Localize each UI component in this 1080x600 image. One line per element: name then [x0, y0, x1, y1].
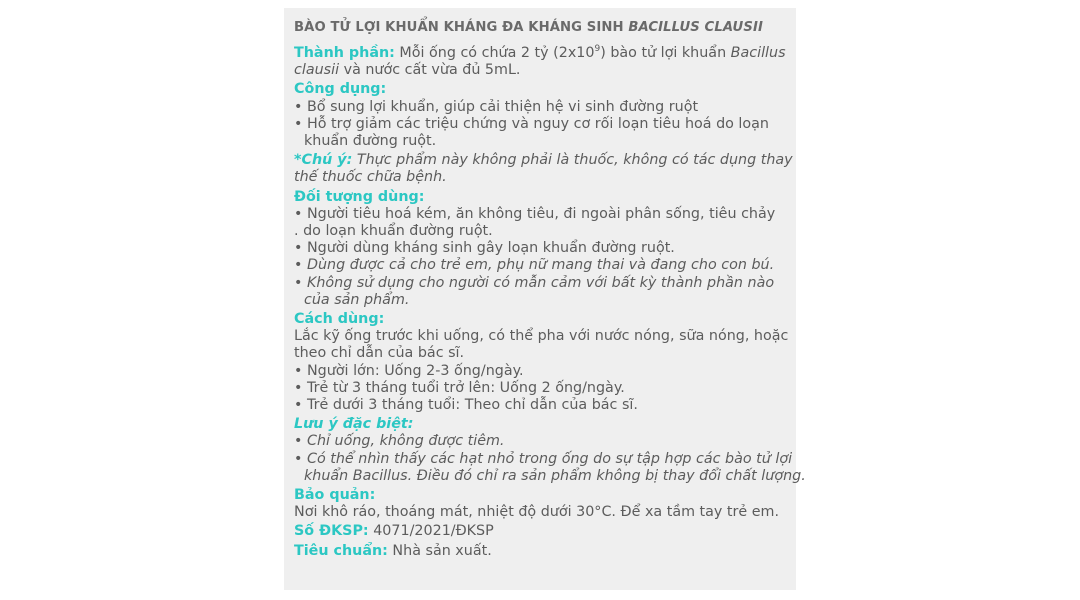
ingredients-text: Mỗi ống có chứa 2 tỷ (2x10: [394, 45, 595, 61]
special-item-2-line-2: khuẩn Bacillus. Điều đó chỉ ra sản phẩm không bị thay đổi chất lượng.: [304, 467, 806, 484]
ingredients-line-1: [294, 45, 786, 62]
usage-paragraph-line-2: theo chỉ dẫn của bác sĩ.: [294, 345, 465, 362]
ingredients-line-2: [294, 62, 786, 79]
audience-item-1-line-1: • Người tiêu hoá kém, ăn không tiêu, đi ngoài phân sống, tiêu chảy: [294, 205, 776, 222]
storage-heading: Bảo quản:: [294, 487, 376, 504]
note-line-2: thế thuốc chữa bệnh.: [294, 169, 447, 186]
standard-line: [294, 543, 786, 560]
storage-text: Nơi khô ráo, thoáng mát, nhiệt độ dưới 30°C. Để xa tầm tay trẻ em.: [294, 504, 780, 521]
ingredients-text-2: ) bào tử lợi khuẩn: [600, 45, 731, 61]
uses-item-2-line-1: • Hỗ trợ giảm các triệu chứng và nguy cơ rối loạn tiêu hoá do loạn: [294, 115, 769, 132]
usage-item-3: • Trẻ dưới 3 tháng tuổi: Theo chỉ dẫn của bác sĩ.: [294, 397, 638, 414]
ingredients-exponent: 9: [594, 44, 601, 55]
standard-heading: Tiêu chuẩn:: [294, 542, 388, 559]
special-item-1: • Chỉ uống, không được tiêm.: [294, 433, 505, 450]
special-heading: Lưu ý đặc biệt:: [294, 416, 414, 433]
registration-number: 4071/2021/ĐKSP: [368, 523, 494, 540]
registration-heading: Số ĐKSP:: [294, 523, 369, 540]
audience-item-2: • Người dùng kháng sinh gây loạn khuẩn đường ruột.: [294, 240, 675, 257]
ingredients-species: Bacillus: [730, 45, 786, 61]
audience-item-4-line-2: của sản phẩm.: [304, 291, 410, 308]
ingredients-rest: và nước cất vừa đủ 5mL.: [339, 62, 521, 79]
usage-heading: Cách dùng:: [294, 311, 385, 328]
audience-item-4-line-1: • Không sử dụng cho người có mẫn cảm với bất kỳ thành phần nào: [294, 274, 775, 291]
audience-item-3: • Dùng được cả cho trẻ em, phụ nữ mang thai và đang cho con bú.: [294, 257, 775, 274]
registration-line: [294, 523, 786, 540]
ingredients-species-2: clausii: [294, 62, 340, 79]
special-item-2-line-1: • Có thể nhìn thấy các hạt nhỏ trong ống do sự tập hợp các bào tử lợi: [294, 450, 793, 467]
title-species: BACILLUS CLAUSII: [628, 20, 763, 35]
ingredients-heading: Thành phần:: [294, 45, 395, 61]
usage-item-2: • Trẻ từ 3 tháng tuổi trở lên: Uống 2 ống/ngày.: [294, 379, 625, 396]
note-line-1: [294, 152, 793, 169]
audience-heading: Đối tượng dùng:: [294, 188, 425, 205]
usage-paragraph-line-1: Lắc kỹ ống trước khi uống, có thể pha với nước nóng, sữa nóng, hoặc: [294, 328, 789, 345]
note-heading: *Chú ý:: [294, 152, 353, 169]
audience-item-1-line-2: . do loạn khuẩn đường ruột.: [294, 223, 493, 240]
product-info-panel: [284, 8, 806, 590]
standard-text: Nhà sản xuất.: [387, 542, 492, 559]
uses-heading: Công dụng:: [294, 81, 387, 98]
uses-item-1: • Bổ sung lợi khuẩn, giúp cải thiện hệ vi sinh đường ruột: [294, 98, 699, 115]
note-text: Thực phẩm này không phải là thuốc, không có tác dụng thay: [352, 152, 793, 169]
title-main: BÀO TỬ LỢI KHUẨN KHÁNG ĐA KHÁNG SINH: [294, 20, 624, 35]
product-title: [294, 20, 786, 35]
uses-item-2-line-2: khuẩn đường ruột.: [304, 133, 437, 150]
usage-item-1: • Người lớn: Uống 2-3 ống/ngày.: [294, 362, 524, 379]
